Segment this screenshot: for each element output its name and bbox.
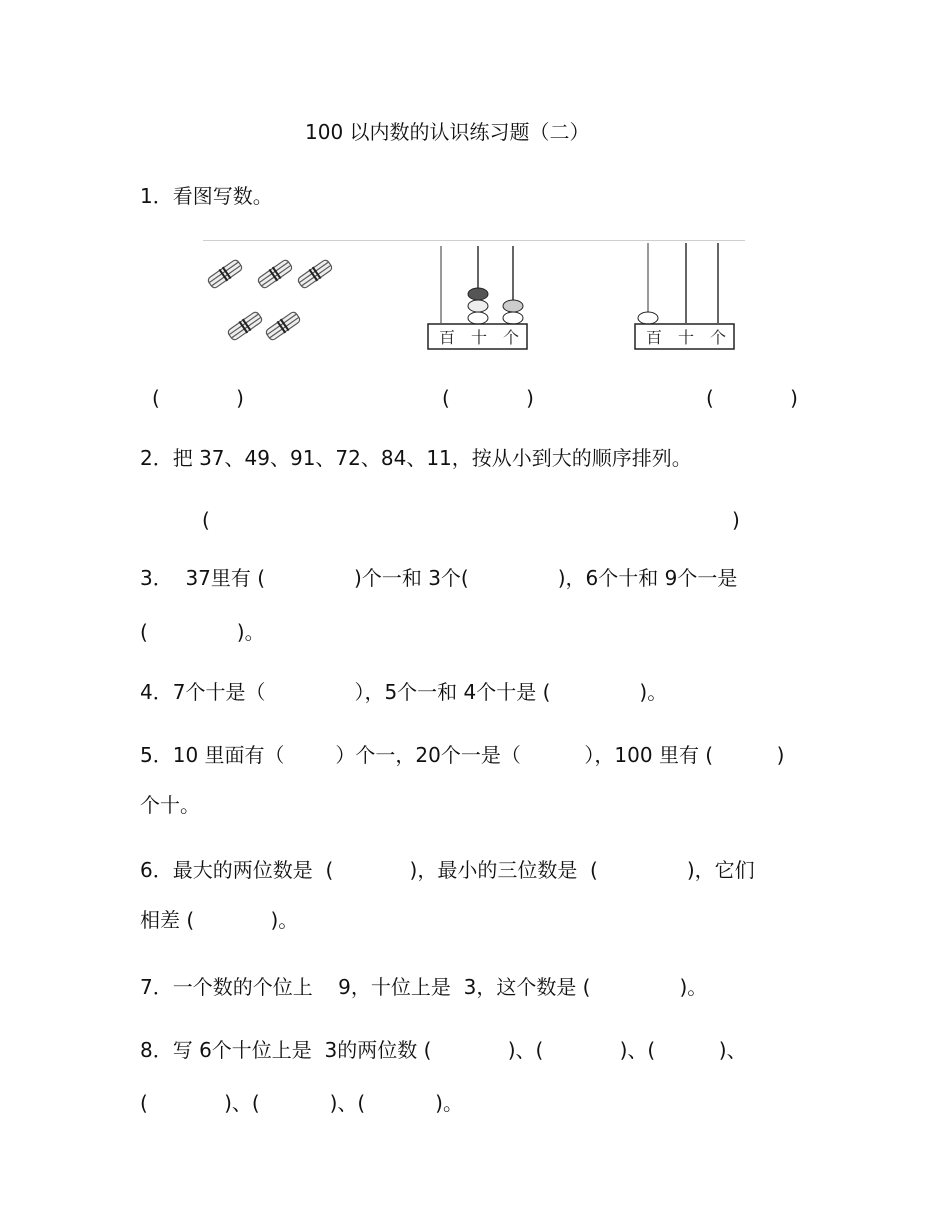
abacus-1-label-tens: 十 — [471, 328, 488, 347]
abacus-2-label-tens: 十 — [678, 328, 695, 347]
abacus-1 — [428, 246, 527, 349]
question-1-figure — [203, 240, 745, 354]
question-6-line-2: 相差 ( )。 — [140, 908, 299, 932]
question-6-line-1: 6．最大的两位数是 ( )，最小的三位数是 ( )，它们 — [140, 858, 755, 882]
q1-blank-1[interactable]: ( ) — [152, 386, 244, 410]
q2-blank-open[interactable]: ( — [202, 508, 210, 532]
question-8-line-2: ( )、( )、( )。 — [140, 1091, 463, 1115]
question-5-line-1: 5．10 里面有（ ）个一，20个一是（ ），100 里有 ( ) — [140, 743, 785, 767]
question-2: 2．把 37、49、91、72、84、11，按从小到大的顺序排列。 — [140, 446, 692, 470]
q2-blank-close[interactable]: ) — [732, 508, 740, 532]
stick-bundles — [206, 258, 334, 342]
question-7: 7．一个数的个位上 9，十位上是 3，这个数是 ( )。 — [140, 975, 708, 999]
q1-blank-2[interactable]: ( ) — [442, 386, 534, 410]
question-4: 4．7个十是（ ），5个一和 4个十是 ( )。 — [140, 680, 668, 704]
abacus-2-label-ones: 个 — [710, 328, 727, 347]
q1-blank-3[interactable]: ( ) — [706, 386, 798, 410]
abacus-2-label-hundreds: 百 — [646, 328, 663, 347]
question-1: 1．看图写数。 — [140, 184, 273, 208]
abacus-1-label-ones: 个 — [503, 328, 520, 347]
question-3-line-1: 3． 37里有 ( )个一和 3个( )，6个十和 9个一是 — [140, 566, 738, 590]
page-title: 100 以内数的认识练习题（二） — [305, 120, 590, 144]
question-8-line-1: 8．写 6个十位上是 3的两位数 ( )、( )、( )、 — [140, 1038, 747, 1062]
question-5-line-2: 个十。 — [140, 793, 200, 817]
abacus-1-label-hundreds: 百 — [439, 328, 456, 347]
abacus-2 — [635, 243, 734, 349]
question-3-line-2: ( )。 — [140, 620, 265, 644]
